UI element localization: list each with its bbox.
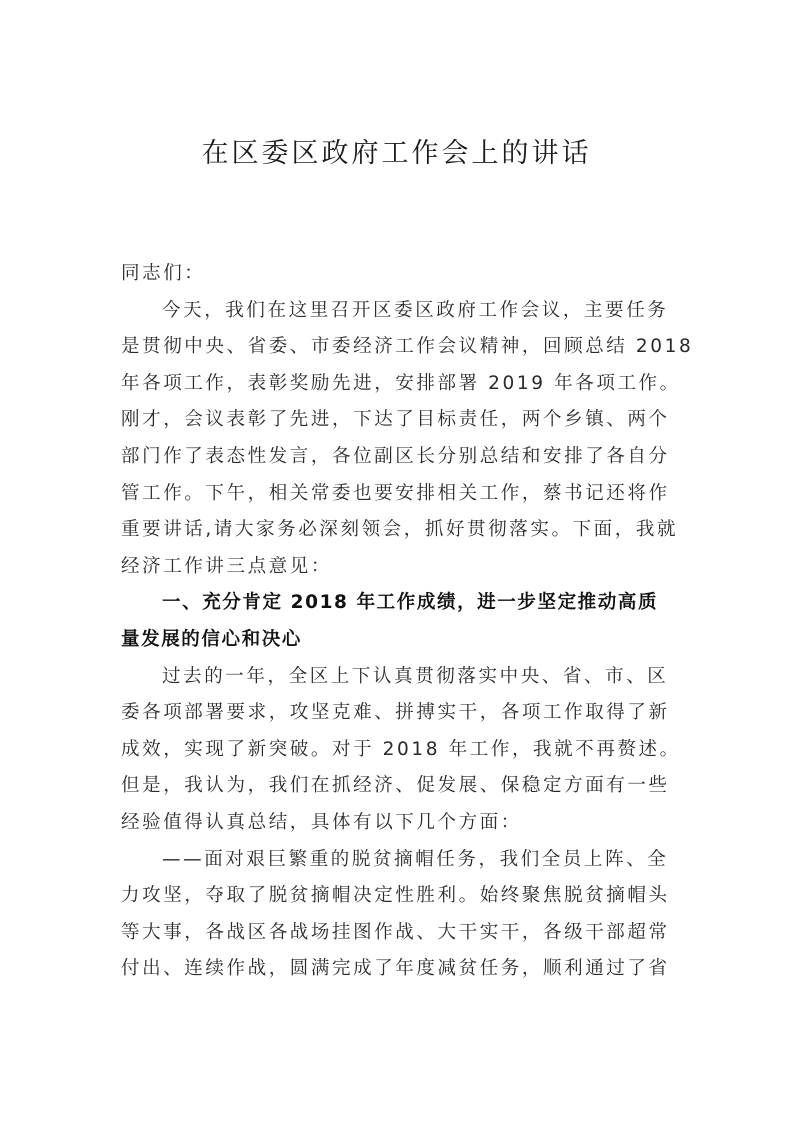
- section-heading-line: 量发展的信心和决心: [121, 628, 302, 650]
- body-text-line: 部门作了表态性发言，各位副区长分别总结和安排了各自分: [121, 445, 670, 467]
- body-text-line: 刚才，会议表彰了先进，下达了目标责任，两个乡镇、两个: [121, 409, 670, 431]
- document-body: [121, 256, 694, 988]
- body-text-line: 力攻坚，夺取了脱贫摘帽决定性胜利。始终聚焦脱贫摘帽头: [121, 885, 670, 907]
- body-text-line: 年各项工作，表彰奖励先进，安排部署 2019 年各项工作。: [121, 372, 681, 394]
- document-title: 在区委区政府工作会上的讲话: [201, 138, 592, 169]
- body-text-line: 成效，实现了新突破。对于 2018 年工作，我就不再赘述。: [121, 738, 681, 760]
- body-text-line: 委各项部署要求，攻坚克难、拼搏实干，各项工作取得了新: [121, 702, 670, 724]
- body-text-line: 经济工作讲三点意见：: [121, 555, 333, 577]
- body-text-line: 重要讲话,请大家务必深刻领会，抓好贯彻落实。下面，我就: [121, 519, 679, 541]
- paragraph-lines: [121, 293, 694, 988]
- body-text-line: ——面对艰巨繁重的脱贫摘帽任务，我们全员上阵、全: [162, 848, 669, 870]
- body-text-line: 付出、连续作战，圆满完成了年度减贫任务，顺利通过了省: [121, 958, 670, 980]
- body-text-line: 过去的一年，全区上下认真贯彻落实中央、省、市、区: [162, 665, 669, 687]
- body-text-line: 等大事，各战区各战场挂图作战、大干实干，各级干部超常: [121, 921, 670, 943]
- body-text-line: 今天，我们在这里召开区委区政府工作会议，主要任务: [162, 299, 669, 321]
- body-text-line: 经验值得认真总结，具体有以下几个方面：: [121, 811, 522, 833]
- salutation: 同志们：: [121, 263, 206, 284]
- section-heading-line: 一、充分肯定 2018 年工作成绩，进一步坚定推动高质: [162, 592, 659, 614]
- body-text-line: 管工作。下午，相关常委也要安排相关工作，蔡书记还将作: [121, 482, 670, 504]
- body-text-line: 是贯彻中央、省委、市委经济工作会议精神，回顾总结 2018: [121, 336, 694, 358]
- body-text-line: 但是，我认为，我们在抓经济、促发展、保稳定方面有一些: [121, 775, 670, 797]
